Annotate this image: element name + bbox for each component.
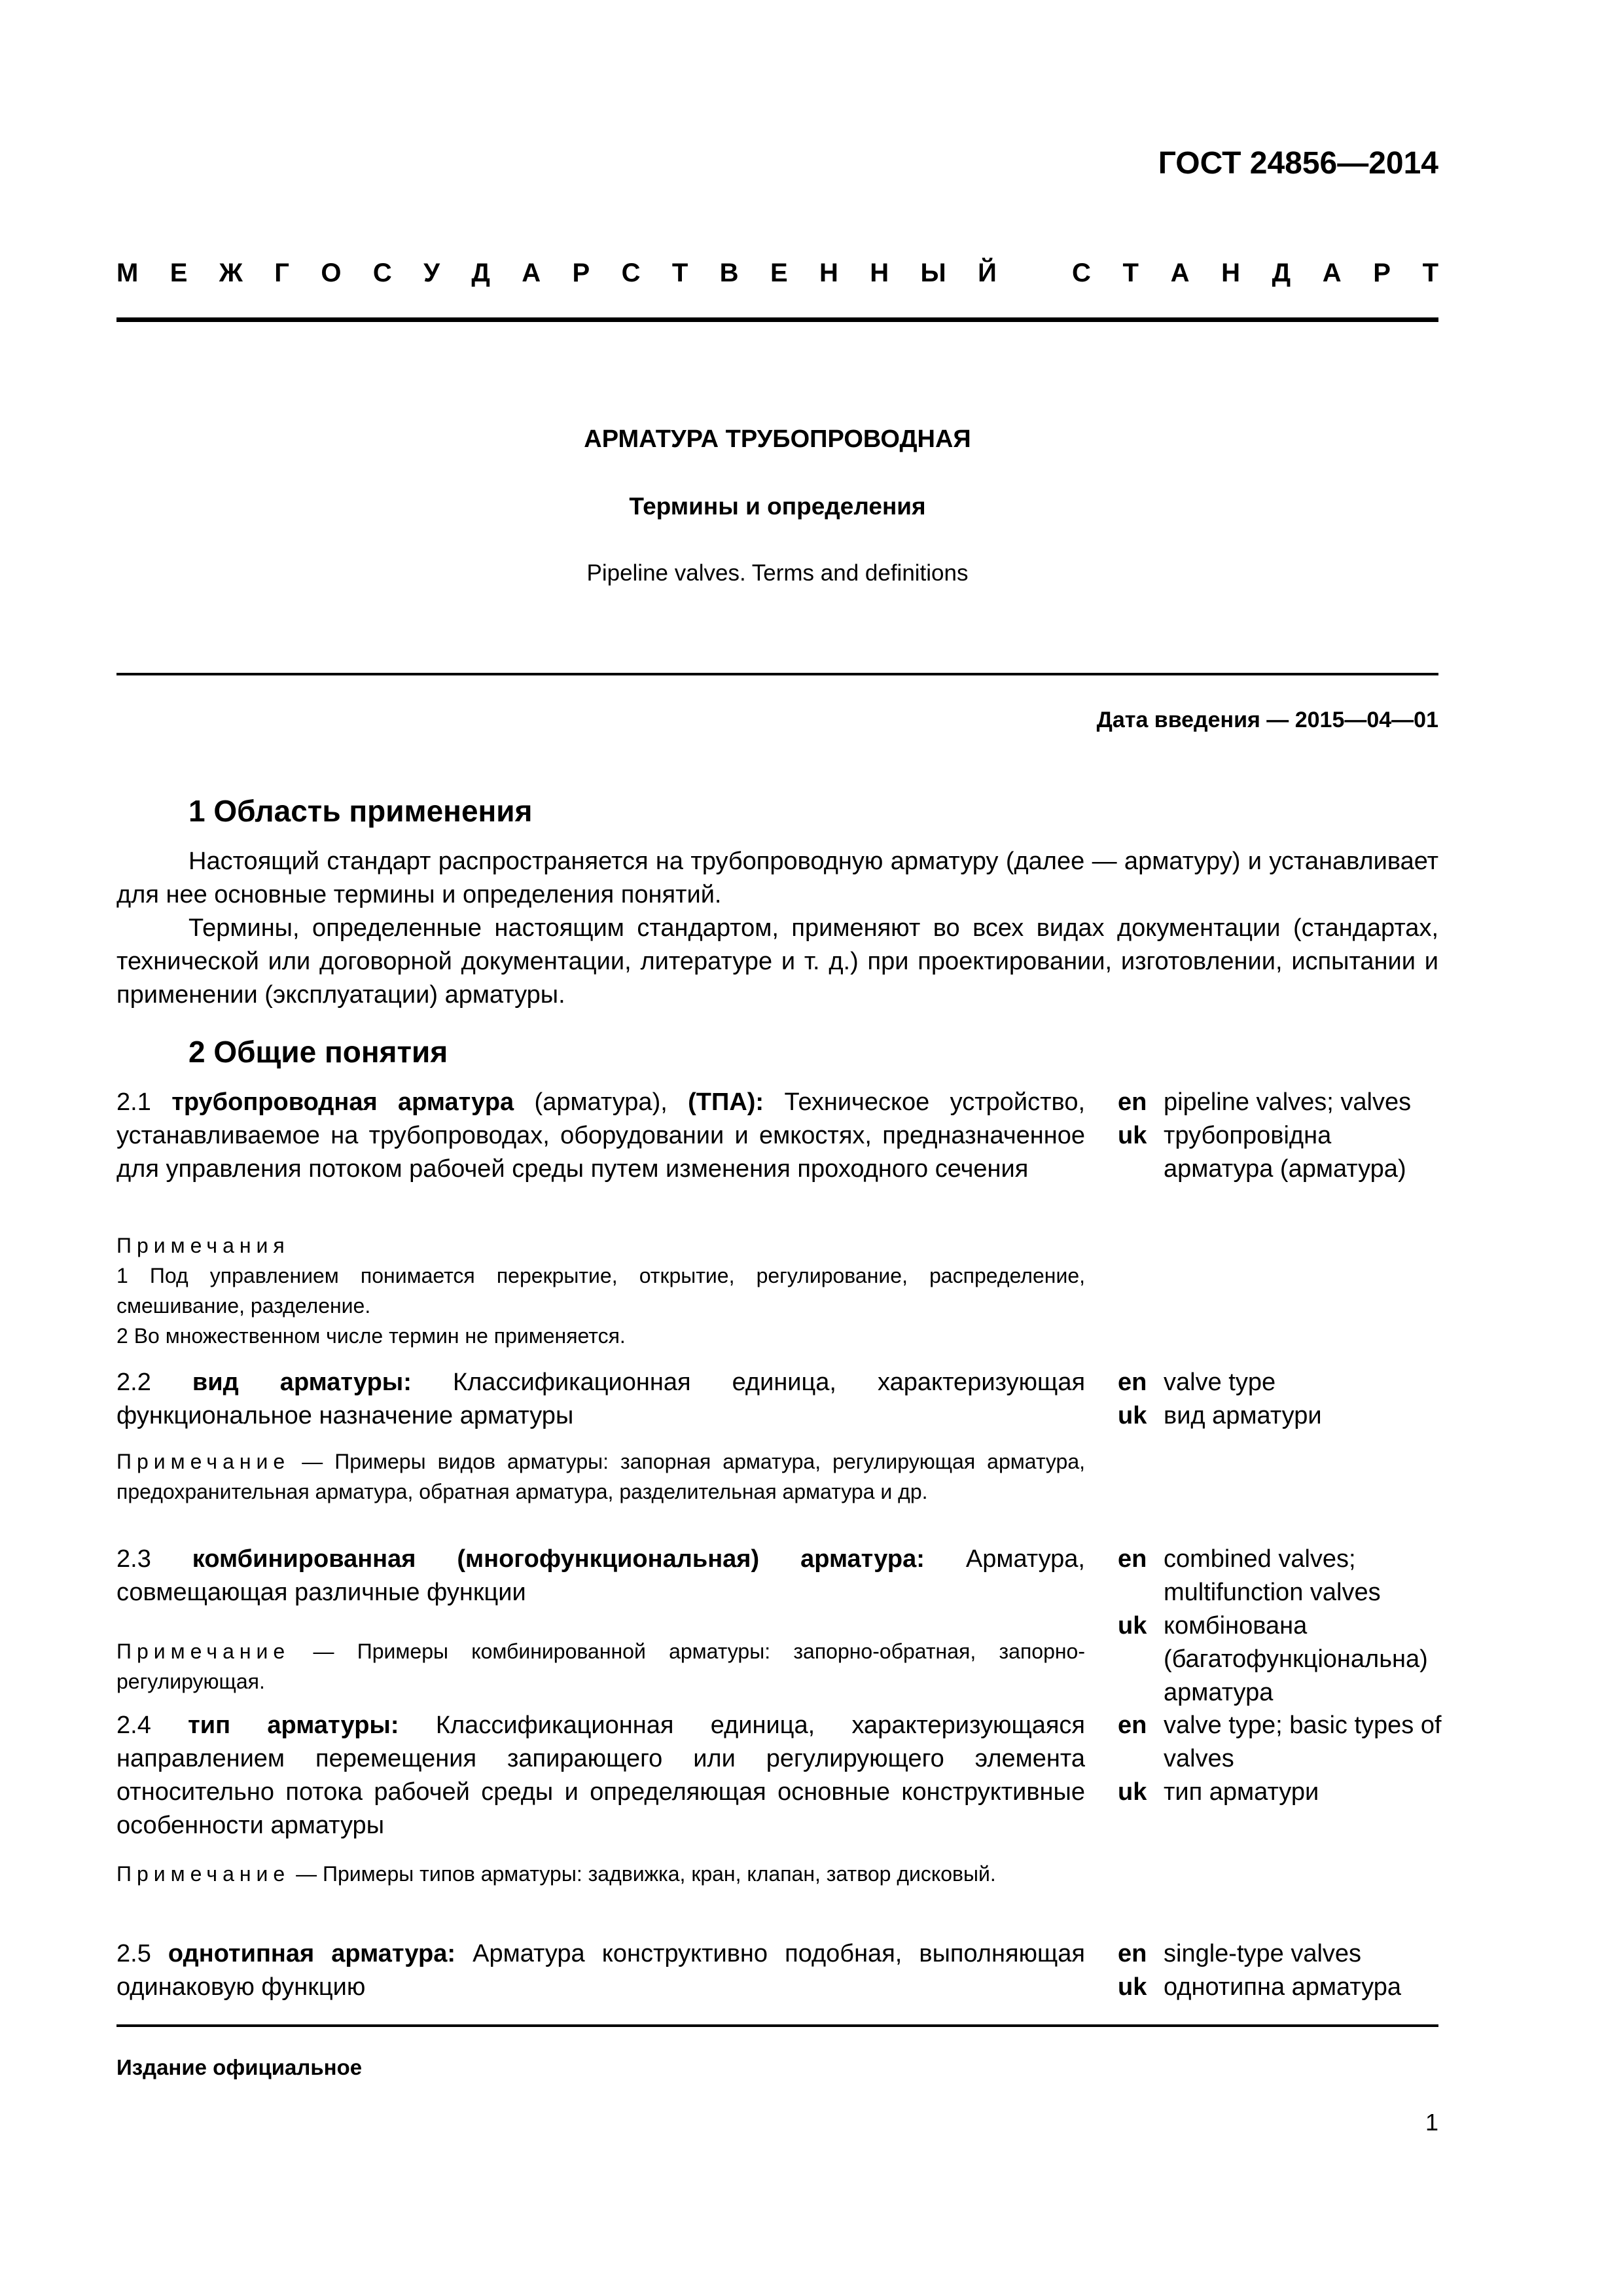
term-2-2 xyxy=(116,1366,1085,1433)
banner-letter: Н xyxy=(819,259,838,287)
notes-heading: Примечания xyxy=(116,1234,290,1257)
document-title: АРМАТУРА ТРУБОПРОВОДНАЯ xyxy=(584,425,971,453)
term-2-4-note xyxy=(116,1859,1085,1889)
document-subtitle: Термины и определения xyxy=(629,493,926,520)
banner-letter: Н xyxy=(870,259,889,287)
note-text: — Примеры типов арматуры: задвижка, кран, клапан, затвор дисковый. xyxy=(296,1862,996,1886)
term-name: комбинированная (многофункциональная) арматура: xyxy=(192,1545,925,1573)
term-definition: Арматура, совмещающая различные функции xyxy=(116,1545,1085,1606)
banner-letter: Т xyxy=(1122,259,1139,287)
note-label: Примечание xyxy=(116,1640,291,1663)
edition-label: Издание официальное xyxy=(116,2055,363,2079)
banner-letter: Е xyxy=(770,259,788,287)
banner-letter: Т xyxy=(1422,259,1438,287)
term-2-3 xyxy=(116,1543,1085,1609)
section-1-paragraph-2: Термины, определенные настоящим стандартом, применяют во всех видах документации (стандартах, технической или договорной документации, литературе и т. д.) при проектировании, изготовлении, испытании и применении (эксплуатации) арматуры. xyxy=(116,914,1438,1009)
term-2-1-notes xyxy=(116,1230,1085,1351)
banner-letter: Д xyxy=(1272,259,1291,287)
term-number: 2.4 xyxy=(116,1712,151,1739)
term-paren: (арматура), xyxy=(534,1088,668,1116)
banner-letter: Е xyxy=(169,259,188,287)
term-2-3-equivalents xyxy=(1118,1543,1445,1710)
term-2-4-equivalents xyxy=(1118,1709,1445,1809)
section-2-heading: 2 Общие понятия xyxy=(188,1035,448,1069)
banner-letter: М xyxy=(116,259,139,287)
term-2-5-equivalents xyxy=(1118,1937,1445,2004)
term-abbreviation: (ТПА): xyxy=(688,1088,764,1116)
term-definition: Классификационная единица, характеризующаяся направлением перемещения запирающего или регулирующего элемента относительно потока рабочей среды и определяющая основные конструктивные особенности арматуры xyxy=(116,1712,1086,1839)
term-number: 2.2 xyxy=(116,1369,151,1396)
section-1-paragraph-1: Настоящий стандарт распространяется на трубопроводную арматуру (далее — арматуру) и устанавливает для нее основные термины и определения понятий. xyxy=(116,848,1438,908)
banner-letter: С xyxy=(1072,259,1091,287)
term-name: однотипная арматура: xyxy=(168,1940,456,1967)
equivalent-en: en single-type valves xyxy=(1118,1940,1362,1967)
banner-letter: А xyxy=(1322,259,1342,287)
term-number: 2.1 xyxy=(116,1088,151,1116)
note-text: — Примеры видов арматуры: запорная арматура, регулирующая арматура, предохранительная арматура, обратная арматура, разделительная арматура и др. xyxy=(116,1450,1086,1503)
term-definition: Арматура конструктивно подобная, выполняющая одинаковую функцию xyxy=(116,1940,1085,2001)
equivalent-uk: uk однотипна арматура xyxy=(1118,1973,1402,2001)
banner-letter: А xyxy=(522,259,541,287)
equivalent-uk: uk вид арматури xyxy=(1118,1402,1322,1429)
banner-letter: Ы xyxy=(920,259,946,287)
term-number: 2.5 xyxy=(116,1940,151,1967)
banner-letter: Р xyxy=(1373,259,1391,287)
banner-word-interstate xyxy=(116,259,997,288)
page-number: 1 xyxy=(1425,2109,1438,2136)
term-2-1-equivalents xyxy=(1118,1086,1445,1186)
equivalent-en: en valve type xyxy=(1118,1369,1276,1396)
banner-letter: О xyxy=(321,259,342,287)
note-label: Примечание xyxy=(116,1450,291,1473)
term-definition: Классификационная единица, характеризующая функциональное назначение арматуры xyxy=(116,1369,1086,1429)
term-2-5 xyxy=(116,1937,1085,2004)
term-definition: Техническое устройство, устанавливаемое на трубопроводах, оборудовании и емкостях, предназначенное для управления потоком рабочей среды путем изменения проходного сечения xyxy=(116,1088,1086,1183)
banner-letter: Й xyxy=(978,259,997,287)
note-2: 2 Во множественном числе термин не применяется. xyxy=(116,1324,626,1348)
equivalent-en: en pipeline valves; valves xyxy=(1118,1088,1412,1116)
banner-letter: Ж xyxy=(219,259,243,287)
term-2-1 xyxy=(116,1086,1085,1186)
term-2-2-note xyxy=(116,1446,1085,1507)
introduction-date: Дата введения — 2015—04—01 xyxy=(1096,708,1438,732)
note-label: Примечание xyxy=(116,1862,291,1886)
banner-letter: В xyxy=(719,259,739,287)
equivalent-uk: uk комбінована (багатофункціональна) арматура xyxy=(1118,1612,1428,1706)
equivalent-en: en combined valves; multifunction valves xyxy=(1118,1545,1381,1606)
banner-letter: С xyxy=(372,259,392,287)
note-1: 1 Под управлением понимается перекрытие, открытие, регулирование, распределение, смешивание, разделение. xyxy=(116,1264,1085,1318)
banner-letter: Р xyxy=(572,259,590,287)
banner-word-standard xyxy=(1072,259,1438,288)
banner-letter: С xyxy=(621,259,641,287)
term-number: 2.3 xyxy=(116,1545,151,1573)
term-name: тип арматуры: xyxy=(188,1712,399,1739)
term-name: трубопроводная арматура xyxy=(171,1088,514,1116)
banner-letter: А xyxy=(1170,259,1190,287)
title-rule xyxy=(116,673,1438,675)
banner-letter: Г xyxy=(274,259,289,287)
standard-code: ГОСТ 24856—2014 xyxy=(1158,146,1438,181)
banner-letter: У xyxy=(423,259,440,287)
equivalent-en: en valve type; basic types of valves xyxy=(1118,1712,1442,1772)
term-2-2-equivalents xyxy=(1118,1366,1445,1433)
standard-banner xyxy=(116,259,1438,288)
note-text: — Примеры комбинированной арматуры: запорно-обратная, запорно-регулирующая. xyxy=(116,1640,1085,1693)
term-2-4 xyxy=(116,1709,1085,1842)
section-1-heading: 1 Область применения xyxy=(188,794,533,828)
document-title-english: Pipeline valves. Terms and definitions xyxy=(586,560,969,586)
equivalent-uk: uk трубопровідна арматура (арматура) xyxy=(1118,1122,1406,1183)
footer-rule xyxy=(116,2024,1438,2027)
equivalent-uk: uk тип арматури xyxy=(1118,1778,1319,1806)
header-rule xyxy=(116,317,1438,322)
banner-letter: Т xyxy=(671,259,688,287)
banner-letter: Н xyxy=(1221,259,1240,287)
term-2-3-note xyxy=(116,1636,1085,1696)
document-page xyxy=(116,0,1442,2296)
banner-letter: Д xyxy=(471,259,490,287)
term-name: вид арматуры: xyxy=(192,1369,412,1396)
